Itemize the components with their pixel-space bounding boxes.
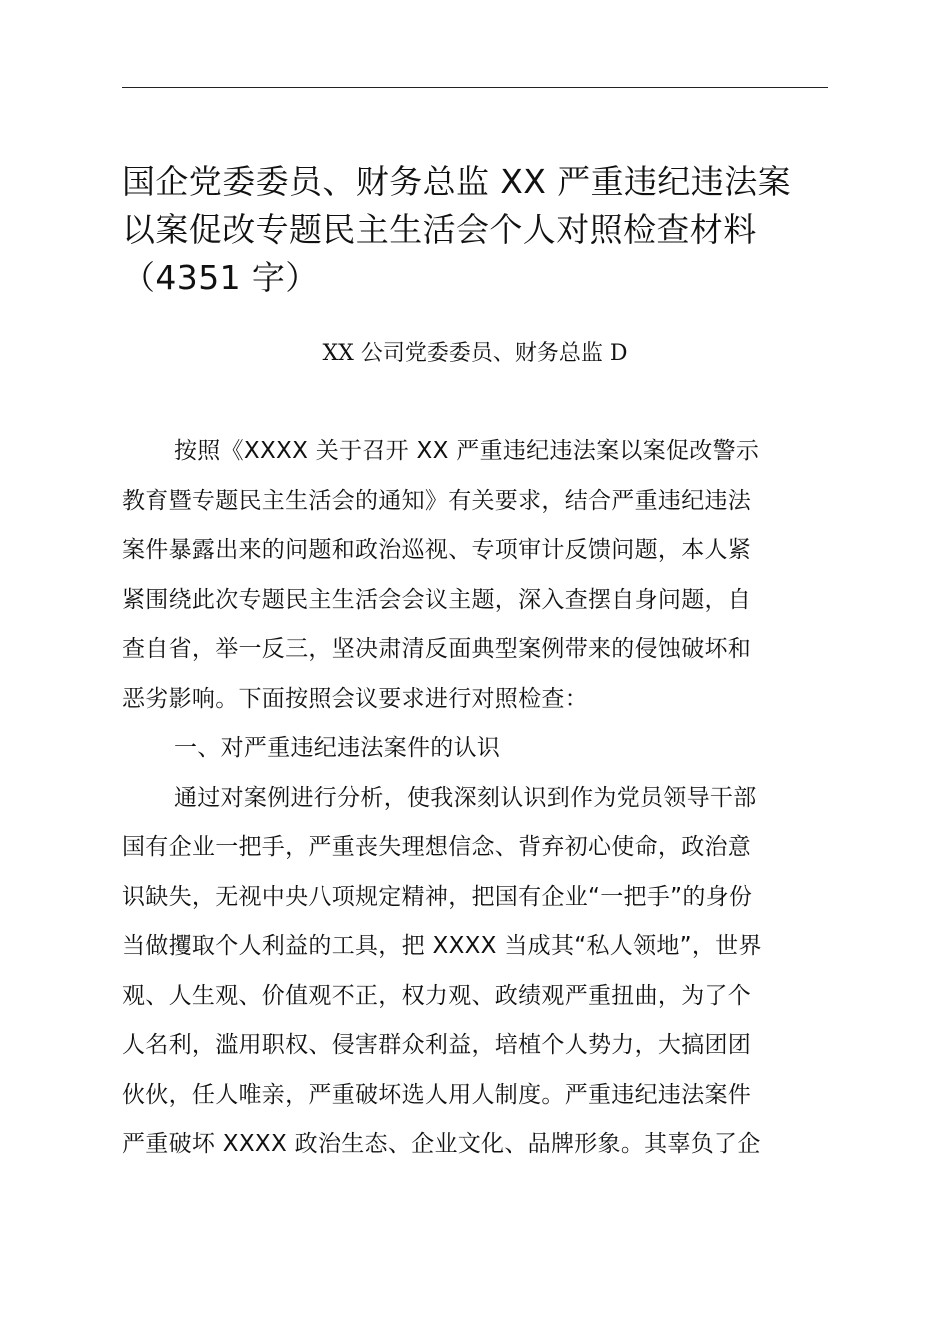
body-line-2: 教育暨专题民主生活会的通知》有关要求，结合严重违纪违法	[122, 487, 752, 514]
body-line-14: 伙伙，任人唯亲，严重破坏选人用人制度。严重违纪违法案件	[122, 1081, 752, 1108]
body-line-3: 案件暴露出来的问题和政治巡视、专项审计反馈问题，本人紧	[122, 537, 752, 563]
title-line-1: 国企党委委员、财务总监 XX 严重违纪违法案	[122, 162, 791, 201]
body-line-15: 严重破坏 XXXX 政治生态、企业文化、品牌形象。其辜负了企	[122, 1131, 761, 1157]
body-line-10: 识缺失，无视中央八项规定精神，把国有企业“一把手”的身份	[122, 883, 753, 910]
document-title	[122, 158, 834, 302]
section-heading-1: 一、对严重违纪违法案件的认识	[174, 735, 501, 761]
header-rule	[122, 87, 828, 88]
document-body	[122, 427, 834, 1170]
body-line-11: 当做攫取个人利益的工具，把 XXXX 当成其“私人领地”，世界	[122, 933, 762, 959]
body-line-13: 人名利，滥用职权、侵害群众利益，培植个人势力，大搞团团	[122, 1032, 752, 1058]
body-line-4: 紧围绕此次专题民主生活会会议主题，深入查摆自身问题，自	[122, 586, 752, 613]
body-line-8: 通过对案例进行分析，使我深刻认识到作为党员领导干部	[174, 784, 757, 811]
body-line-12: 观、人生观、价值观不正，权力观、政绩观严重扭曲，为了个	[122, 982, 752, 1009]
body-line-5: 查自省，举一反三，坚决肃清反面典型案例带来的侵蚀破坏和	[122, 636, 752, 662]
title-line-3: （4351 字）	[122, 258, 319, 297]
body-line-1: 按照《XXXX 关于召开 XX 严重违纪违法案以案促改警示	[174, 438, 760, 464]
body-line-9: 国有企业一把手，严重丧失理想信念、背弃初心使命，政治意	[122, 834, 752, 860]
author-line: XX 公司党委委员、财务总监 D	[322, 341, 628, 366]
body-line-6: 恶劣影响。下面按照会议要求进行对照检查：	[122, 685, 588, 712]
title-line-2: 以案促改专题民主生活会个人对照检查材料	[122, 210, 757, 249]
